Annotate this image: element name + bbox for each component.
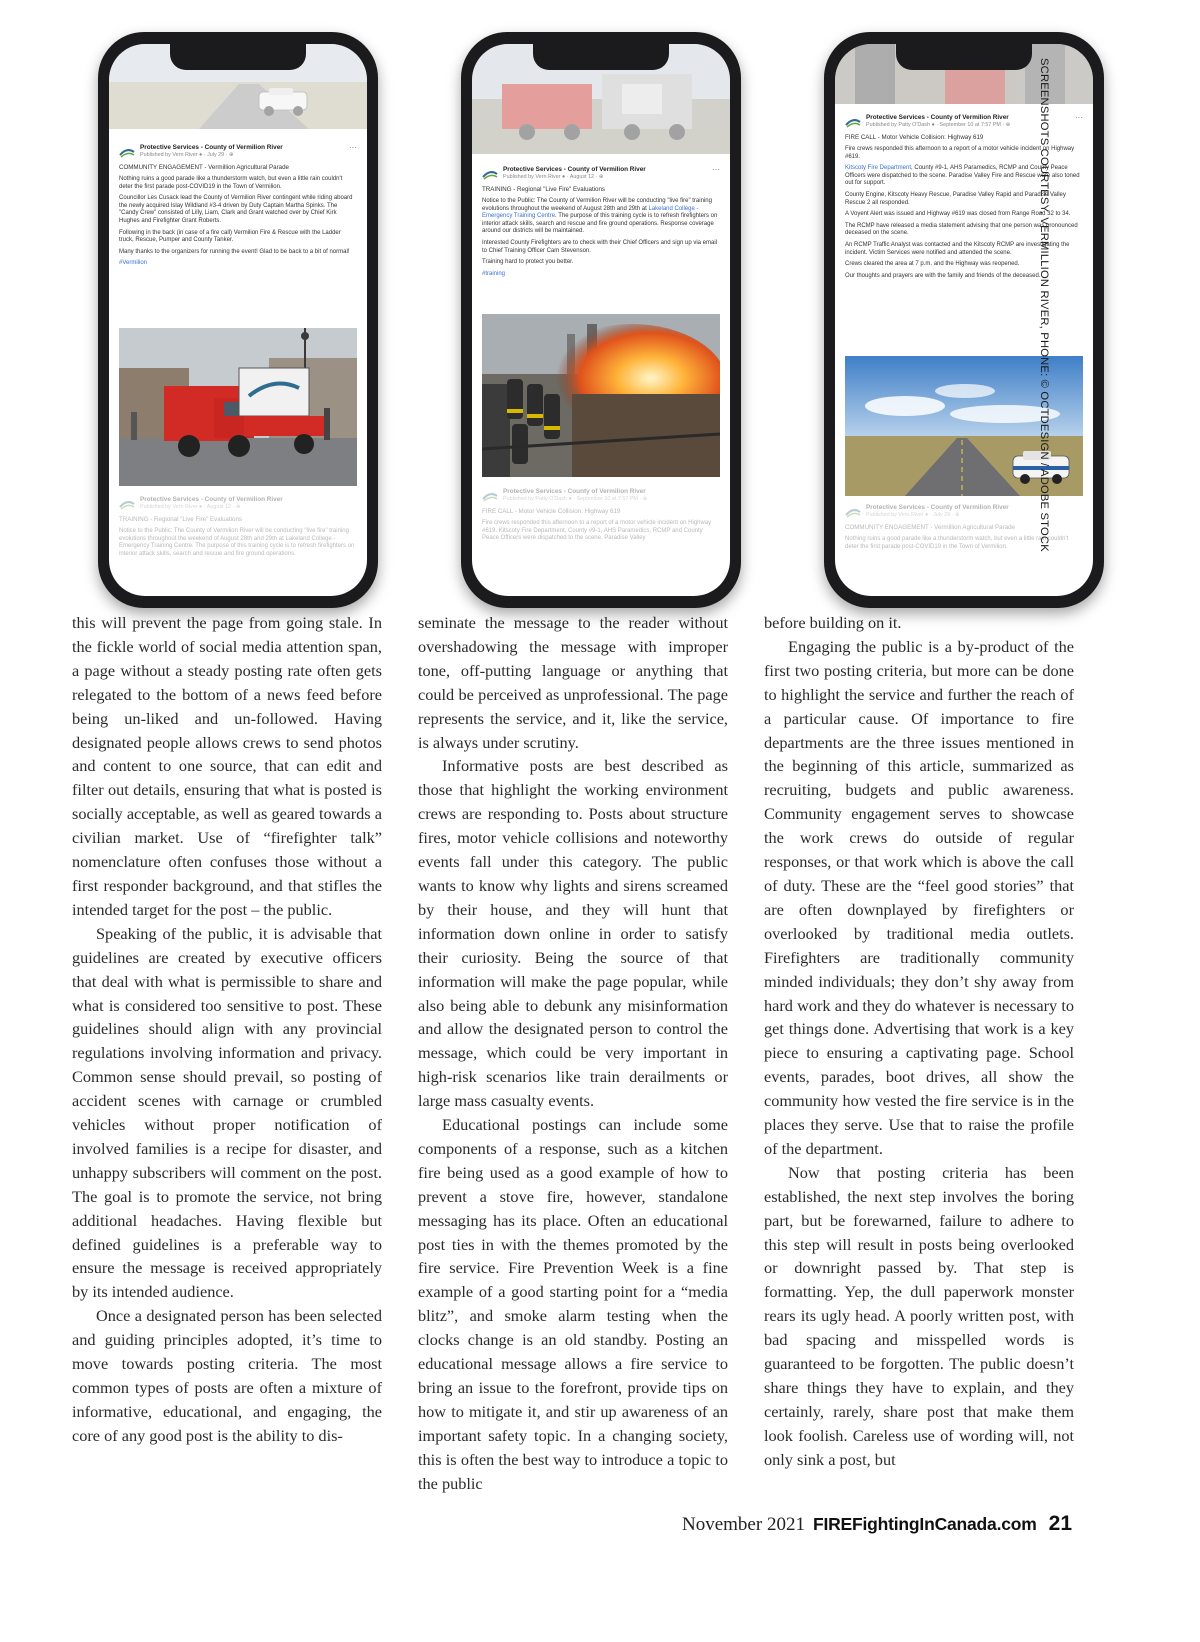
post-paragraph: Notice to the Public: The County of Vermilion River will be conducting "live fire" training evolutions throughout the weekend of August 28th and 29th at Lakeland College - Emergency Training Centre. The purpose of this training cycle is to refresh firefighters on interior attack skills, search and rescue and fire ground operations.: [119, 528, 355, 557]
phone-notch: [170, 44, 306, 70]
county-logo-icon: [845, 506, 861, 518]
post-page-name[interactable]: Protective Services - County of Vermilion River: [503, 166, 646, 173]
post-hashtag[interactable]: #training: [482, 270, 506, 277]
county-logo-icon: [845, 116, 861, 128]
post-meta: Published by Patty O'Dash ● · September 10 at 7:57 PM · ⊕: [866, 122, 1011, 128]
post-title: COMMUNITY ENGAGEMENT - Vermillion Agricultural Parade: [845, 524, 1015, 531]
article-paragraph: Informative posts are best described as those that highlight the working environment crews are responding to. Posts about structure fires, motor vehicle collisions and noteworthy events fall under this category. The public wants to know why lights and sirens screamed by their house, and they will hunt that information down online in order to satisfy their curiosity. Being the source of that information will make the page popular, while also being able to debunk any misinformation and allow the designated person to control the message, which could be very important in high-risk scenarios like train derailments or large mass casualty events.: [418, 756, 728, 1111]
post-title: COMMUNITY ENGAGEMENT - Vermillion Agricultural Parade: [119, 164, 289, 171]
post-title: TRAINING - Regional "Live Fire" Evaluations: [119, 516, 243, 523]
county-logo-icon: [119, 146, 135, 158]
post-title: FIRE CALL - Motor Vehicle Collision: Highway 619: [482, 508, 621, 515]
county-logo-icon: [482, 490, 498, 502]
post-paragraph: The RCMP have released a media statement advising that one person was pronounced deceased on the scene.: [845, 222, 1078, 237]
post-paragraph: Fire crews responded this afternoon to a report of a motor vehicle incident on Highway #619. Kitscoty Fire Department, County #9-1, AHS Paramedics, RCMP and County Peace Officers were dispatched to the scene. Paradise Valley: [482, 520, 712, 542]
post-page-name[interactable]: Protective Services - County of Vermilion River: [140, 496, 283, 503]
post-paragraph: Fire crews responded this afternoon to a report of a motor vehicle incident on Highway #619.: [845, 146, 1075, 160]
post-paragraph: Crews cleared the area at 7 p.m. and the Highway was reopened.: [845, 261, 1020, 268]
phone-screen: [472, 44, 730, 596]
website-name[interactable]: FIREFightingInCanada.com: [812, 1514, 1037, 1534]
post-paragraph: Our thoughts and prayers are with the family and friends of the deceased.: [845, 272, 1041, 279]
article-paragraph: Speaking of the public, it is advisable that guidelines are created by executive officers that deal with what is permissible to share and what is considered too sensitive to post. These guidelines should align with any provincial regulations involving information and privacy. Common sense should prevail, so posting of accident scenes with carnage or crumbled vehicles without proper notification of involved families is a recipe for disaster, and unhappy subscribers will comment on the post. The goal is to promote the service, not bring additional headaches. Having flexible but defined guidelines is a preferable way to ensure the message is received appropriately by its intended audience.: [72, 923, 382, 1302]
article-paragraph: seminate the message to the reader without overshadowing the message with improper tone, off-putting language or anything that could be perceived as unprofessional. The page represents the service, and it, like the service, is always under scrutiny.: [418, 613, 728, 752]
live-fire-training-photo: [482, 314, 720, 477]
post-meta: Published by Vern River ● · August 12 · ⊕: [503, 174, 604, 180]
phone-notch: [533, 44, 669, 70]
phone-screen: [109, 44, 367, 596]
article-column-3: [764, 611, 1074, 1472]
post-paragraph: A Voyent Alert was issued and Highway #619 was closed from Range Road 32 to 34.: [845, 211, 1071, 218]
page-number: 21: [1048, 1512, 1072, 1535]
facebook-post-training-preview: [119, 496, 357, 562]
post-paragraph: Interested County Firefighters are to check with their Chief Officers and sign up via email to Chief Training Officer Cam Stevenson.: [482, 239, 717, 254]
post-paragraph: An RCMP Traffic Analyst was contacted and the Kitscoty RCMP are investigating the incident. Victim Services were notified and attended the scene.: [845, 241, 1070, 256]
county-logo-icon: [482, 168, 498, 180]
phone-mockup-collision: [824, 32, 1104, 608]
facebook-post-training: [482, 166, 720, 277]
post-meta: Published by Vern River ● · August 12 · ⊕: [140, 504, 241, 510]
parade-fire-truck-photo: [119, 328, 357, 486]
photo-credit: SCREENSHOTS COURTESY, VERMILLION RIVER, PHONE: © OCTDESIGN / ADOBE STOCK: [1038, 58, 1050, 552]
post-paragraph: Training hard to protect you better.: [482, 259, 574, 266]
post-meta: Published by Patty O'Dash ● · September 10 at 7:57 PM · ⊕: [503, 496, 648, 502]
facebook-post-parade: [119, 144, 357, 266]
post-paragraph: Nothing ruins a good parade like a thunderstorm watch, but even a little rain couldn't deter the first parade post-COVID19 in the Town of Vermilion.: [845, 536, 1069, 550]
article-paragraph: Once a designated person has been selected and guiding principles adopted, it’s time to move towards posting criteria. The most common types of posts are often a mixture of informative, educational, and engaging, the core of any good post is the ability to dis-: [72, 1306, 382, 1445]
page-footer: [682, 1512, 1072, 1536]
post-hashtag[interactable]: #Vermilion: [119, 260, 148, 267]
post-meta: Published by Vern River ● · July 29 · ⊕: [140, 152, 234, 158]
post-paragraph: Councillor Les Cusack lead the County of Vermilion River contingent while riding aboard the newly acquired Islay Wildland #3-4 driven by Duty Captain Martha Spinks. The "Candy Crew" consisted of Lilly, Liam, Clark and Grant watched over by Chief Kirk Hughes and Firefighter Grant Roberts.: [119, 195, 353, 224]
post-page-name[interactable]: Protective Services - County of Vermilion River: [140, 144, 283, 151]
post-page-name[interactable]: Protective Services - County of Vermilion River: [503, 488, 646, 495]
phone-notch: [896, 44, 1032, 70]
post-meta: Published by Vern River ● · July 29 · ⊕: [866, 512, 960, 518]
post-paragraph: Kitscoty Fire Department, County #9-1, AHS Paramedics, RCMP and County Peace Officers were dispatched to the scene. Paradise Valley Fire and Rescue were also toned out for support.: [845, 165, 1080, 187]
post-page-name[interactable]: Protective Services - County of Vermilion River: [866, 114, 1009, 121]
post-page-name[interactable]: Protective Services - County of Vermilion River: [866, 504, 1009, 511]
article-paragraph: Educational postings can include some components of a response, such as a kitchen fire being used as a good example of how to prevent a stove fire, however, standalone messaging has its place. Often an educational post ties in with the themes promoted by the fire service. Fire Prevention Week is a fine example of a good starting point for a “media blitz”, and smoke alarm testing when the clocks change is an old standby. Posting an educational message allows a fire service to bring an issue to the forefront, provide tips on how to mitigate it, and stir up awareness of an important safety topic. In a changing society, this is often the best way to introduce a topic to the public: [418, 1115, 728, 1493]
county-logo-icon: [119, 498, 135, 510]
more-options-icon[interactable]: ···: [349, 143, 357, 152]
phone-mockup-training: [461, 32, 741, 608]
more-options-icon[interactable]: ···: [1075, 113, 1083, 122]
post-paragraph: County Engine, Kitscoty Heavy Rescue, Paradise Valley Rapid and Paradise Valley Rescue 2 all responded.: [845, 191, 1066, 206]
article-paragraph: before building on it.: [764, 613, 902, 632]
phone-mockup-parade: [98, 32, 378, 608]
more-options-icon[interactable]: ···: [712, 165, 720, 174]
post-paragraph: Notice to the Public: The County of Vermilion River will be conducting "live fire" training evolutions throughout the weekend of August 28th and 29th at Lakeland College - Emergency Training Centre. The purpose of this training cycle is to refresh firefighters on interior attack skills, search and rescue and fire ground operations. Response coverage around our districts will be maintained.: [482, 198, 718, 235]
post-paragraph: Many thanks to the organizers for running the event! Glad to be back to a bit of normal!: [119, 248, 350, 255]
issue-date: November 2021: [682, 1514, 805, 1535]
facebook-post-mvc-preview: [482, 488, 720, 547]
article-paragraph: Now that posting criteria has been established, the next step involves the boring part, but be forewarned, failure to adhere to this step will result in posts being overlooked or downright passed by. That step is formatting. Yep, the dull paperwork monster rears its ugly head. A poorly written post, with bad spacing and misspelled words is guaranteed to be forgotten. The public doesn’t share things they have to explain, and they certainly, rarely, share post that make them look foolish. Careless use of wording will, not only sink a post, but: [764, 1162, 1074, 1469]
article-paragraph: Engaging the public is a by-product of the first two posting criteria, but more can be done to highlight the service and further the reach of a particular cause. Of importance to fire departments are the three issues mentioned in the beginning of this article, summarized as recruiting, budgets and public awareness. Community engagement serves to showcase the work crews do outside of regular responses, or that work which is above the call of duty. These are the “feel good stories” that are often downplayed by firefighters or overlooked by traditional media outlets. Firefighters are traditionally community minded individuals; they don’t shy away from hard work and they do whatever is necessary to get things done. Advertising that work is a key piece to ensuring a captivating page. School events, parades, boot drives, all show the community how vested the fire service is in the places they serve. Use that to raise the profile of the department.: [764, 636, 1074, 1158]
article-column-1: [72, 611, 382, 1448]
post-title: FIRE CALL - Motor Vehicle Collision: Highway 619: [845, 134, 984, 141]
article-paragraph: this will prevent the page from going stale. In the fickle world of social media attention span, a page without a steady posting rate often gets relegated to the bottom of a news feed before being un-liked and un-followed. Having designated people allows crews to send photos and content to one source, that can edit and filter out details, ensuring that what is posted is socially acceptable, as well as geared towards a civilian market. Use of “firefighter talk” nomenclature often confuses those without a first responder background, and that stifles the intended target for the post – the public.: [72, 613, 382, 919]
article-column-2: [418, 611, 728, 1496]
phone-screen: [835, 44, 1093, 596]
post-paragraph: Following in the back (in case of a fire call) Vermilion Fire & Rescue with the Ladder truck, Rescue, Pumper and County Tanker.: [119, 229, 341, 244]
post-title: TRAINING - Regional "Live Fire" Evaluations: [482, 186, 606, 193]
post-paragraph: Nothing ruins a good parade like a thunderstorm watch, but even a little rain couldn't deter the first parade post-COVID19 in the Town of Vermilion.: [119, 176, 343, 190]
